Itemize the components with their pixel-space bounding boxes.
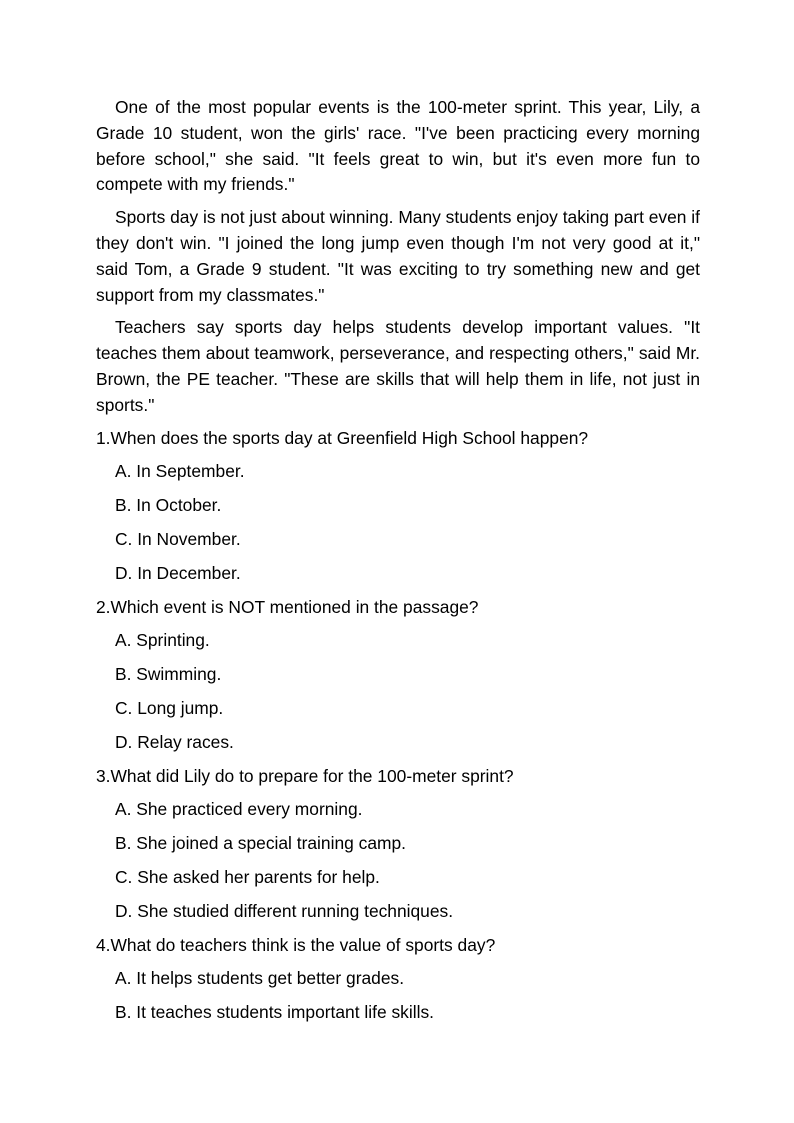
question-1-option-a: A. In September. [115, 461, 245, 482]
question-4-options [96, 966, 700, 1026]
question-4-stem: 4.What do teachers think is the value of sports day? [96, 934, 496, 955]
question-4 [96, 933, 700, 1026]
passage-paragraph-1: One of the most popular events is the 100-meter sprint. This year, Lily, a Grade 10 student, won the girls' race. "I've been practicing every morning before school," she said. "It feels great to win, but it's even more fun to compete with my friends." [96, 97, 700, 195]
question-2-option-a: A. Sprinting. [115, 630, 210, 651]
question-4-option-b: B. It teaches students important life skills. [115, 1002, 434, 1023]
question-1-stem: 1.When does the sports day at Greenfield High School happen? [96, 427, 589, 448]
question-3-option-a: A. She practiced every morning. [115, 799, 363, 820]
question-3-option-d: D. She studied different running techniques. [115, 900, 454, 921]
passage-paragraph-2: Sports day is not just about winning. Many students enjoy taking part even if they don't win. "I joined the long jump even though I'm not very good at it," said Tom, a Grade 9 student. "It was exciting to try something new and get support from my classmates." [96, 207, 700, 305]
question-1-option-d: D. In December. [115, 562, 241, 583]
question-3-option-c: C. She asked her parents for help. [115, 866, 380, 887]
question-2-option-b: B. Swimming. [115, 664, 222, 685]
question-3-option-b: B. She joined a special training camp. [115, 833, 406, 854]
document-page [96, 95, 700, 1034]
question-3-stem: 3.What did Lily do to prepare for the 100-meter sprint? [96, 765, 514, 786]
reading-passage [96, 95, 700, 419]
question-2 [96, 595, 700, 756]
passage-paragraph-3: Teachers say sports day helps students develop important values. "It teaches them about teamwork, perseverance, and respecting others," said Mr. Brown, the PE teacher. "These are skills that will help them in life, not just in sports." [96, 317, 700, 415]
question-4-option-a: A. It helps students get better grades. [115, 968, 405, 989]
question-2-option-d: D. Relay races. [115, 731, 234, 752]
question-2-options [96, 628, 700, 755]
question-2-stem: 2.Which event is NOT mentioned in the passage? [96, 596, 479, 617]
question-1-option-b: B. In October. [115, 495, 222, 516]
question-3 [96, 764, 700, 925]
question-1 [96, 426, 700, 587]
question-1-options [96, 459, 700, 586]
question-2-option-c: C. Long jump. [115, 697, 224, 718]
question-1-option-c: C. In November. [115, 528, 241, 549]
question-3-options [96, 797, 700, 924]
